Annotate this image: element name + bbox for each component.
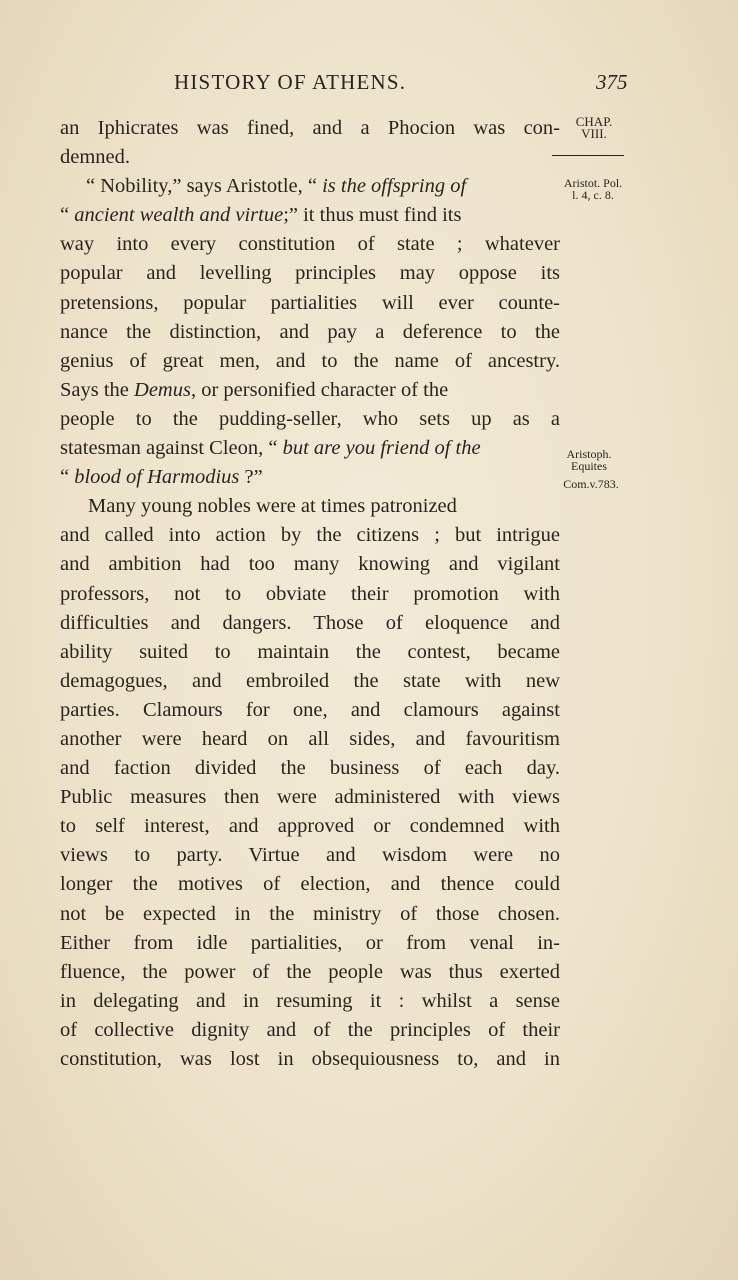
margin-note-aristotle: [552, 177, 634, 201]
text-run: ?”: [239, 466, 263, 489]
text-line: constitution, was lost in obsequiousness to, and in: [60, 1048, 560, 1070]
text-line: popular and levelling principles may oppose its: [60, 262, 560, 285]
text-line: an Iphicrates was fined, and a Phocion was con-: [60, 117, 560, 139]
margin-note-comedy: Com.v.783.: [563, 477, 619, 491]
text-line: [60, 201, 560, 230]
text-line: [60, 376, 560, 405]
text-line: of collective dignity and of the principles of their: [60, 1018, 560, 1041]
quote-italic: is the offspring of: [322, 175, 467, 198]
text-line: demned.: [60, 146, 131, 169]
margin-note-line: Aristot. Pol.: [563, 176, 623, 190]
text-line: parties. Clamours for one, and clamours against: [60, 698, 560, 721]
text-line: another were heard on all sides, and favouritism: [60, 727, 560, 750]
quote-italic: Demus: [134, 378, 191, 401]
margin-note-line: Aristoph.: [566, 447, 612, 461]
text-line: views to party. Virtue and wisdom were no: [60, 844, 560, 867]
chapter-rule: [552, 155, 624, 156]
body-text: [60, 114, 560, 1074]
margin-note-line: Equites: [571, 459, 607, 473]
chapter-label: CHAP.: [575, 114, 613, 129]
text-line: longer the motives of election, and thence could: [60, 873, 560, 896]
text-line: Public measures then were administered with views: [60, 786, 560, 809]
text-line: and faction divided the business of each day.: [60, 757, 560, 780]
page-number: 375: [596, 70, 628, 94]
text-line: in delegating and in resuming it : whilst a sense: [60, 989, 560, 1012]
quote-italic: ancient wealth and virtue: [74, 204, 284, 227]
text-run: statesman against Cleon, “: [60, 437, 283, 460]
text-line: genius of great men, and to the name of ancestry.: [60, 349, 560, 372]
text-line: nance the distinction, and pay a deference to the: [60, 320, 560, 343]
text-run: “: [60, 466, 75, 489]
margin-note-line: l. 4, c. 8.: [572, 188, 614, 202]
text-line: pretensions, popular partialities will ever counte-: [60, 291, 560, 314]
text-line: fluence, the power of the people was thus exerted: [60, 960, 560, 983]
text-line: professors, not to obviate their promotion with: [60, 582, 560, 605]
text-line: Either from idle partialities, or from venal in-: [60, 931, 560, 954]
chapter-marker: [563, 116, 625, 140]
running-header: HISTORY OF ATHENS.: [174, 70, 407, 94]
text-line: way into every constitution of state ; whatever: [60, 233, 560, 256]
text-run: , or personified character of the: [190, 378, 449, 401]
text-run: Says the: [60, 378, 135, 401]
text-line: and ambition had too many knowing and vigilant: [60, 553, 560, 576]
text-line: people to the pudding-seller, who sets up as a: [60, 407, 560, 430]
text-line: [60, 434, 560, 463]
text-line: ability suited to maintain the contest, became: [60, 640, 560, 663]
text-run: “: [60, 204, 75, 227]
text-run: ;” it thus must find its: [283, 204, 462, 227]
text-line: to self interest, and approved or condemned with: [60, 815, 560, 838]
chapter-number: VIII.: [581, 126, 607, 141]
text-line: not be expected in the ministry of those chosen.: [60, 902, 560, 925]
quote-italic: blood of Harmodius: [74, 466, 240, 489]
text-line: difficulties and dangers. Those of eloquence and: [60, 611, 560, 634]
text-line: [60, 172, 560, 201]
quote-italic: but are you friend of the: [282, 437, 481, 460]
margin-note-aristophanes: [552, 448, 626, 472]
text-line: Many young nobles were at times patronized: [88, 495, 457, 518]
text-line: [60, 463, 560, 492]
text-line: demagogues, and embroiled the state with new: [60, 669, 560, 692]
text-run: “ Nobility,” says Aristotle, “: [86, 175, 323, 198]
text-line: and called into action by the citizens ; but intrigue: [60, 524, 560, 547]
